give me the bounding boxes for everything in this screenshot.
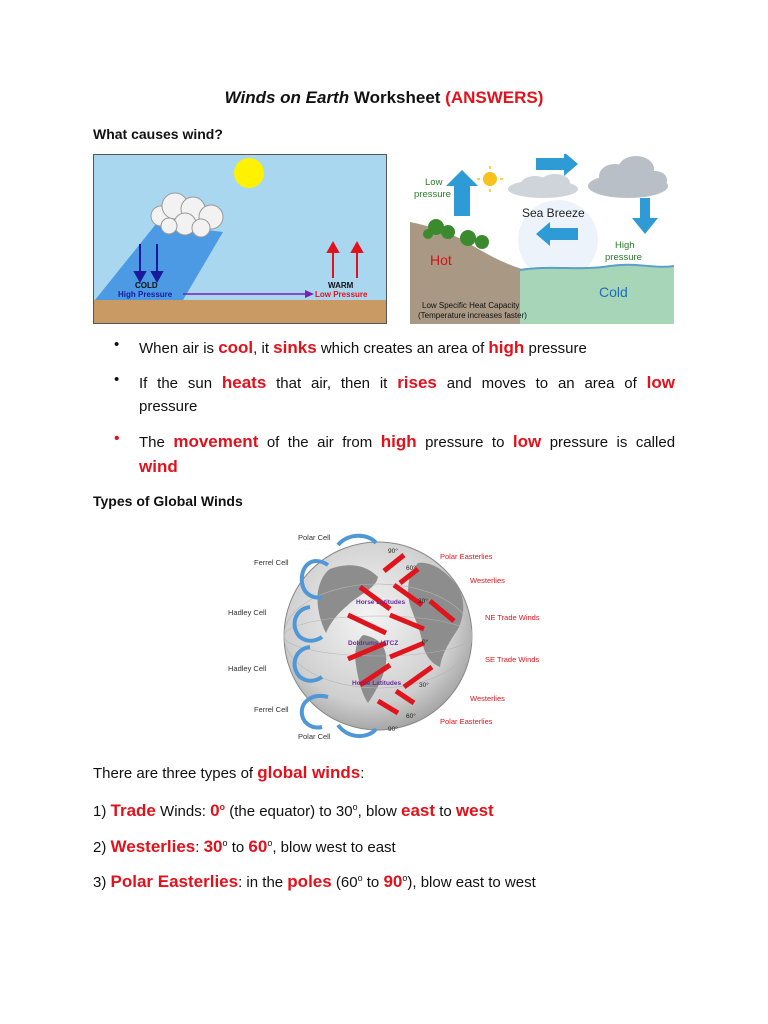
high-pressure-label: High (615, 240, 635, 251)
cold-warm-air-diagram (93, 154, 387, 324)
svg-text:30°: 30° (418, 598, 428, 605)
svg-text:90°: 90° (388, 548, 398, 555)
svg-text:60°: 60° (406, 565, 416, 572)
section-heading-global-winds: Types of Global Winds (93, 493, 243, 509)
ground (94, 300, 386, 323)
sea (520, 265, 674, 324)
bullet-marker: • (114, 336, 120, 353)
svg-text:90°: 90° (388, 726, 398, 733)
svg-text:NE Trade Winds: NE Trade Winds (485, 613, 540, 622)
svg-text:Horse Latitudes: Horse Latitudes (352, 680, 402, 687)
summary-westerlies: 2) Westerlies: 30$^o$ to 60$^o$, blow west to east (93, 837, 396, 856)
high-pressure-label: High Pressure (118, 290, 173, 299)
summary-polar-easterlies: 3) Polar Easterlies: in the poles (60$^o$ to 90$^o$), blow east to west (93, 872, 536, 891)
sun-icon (234, 158, 264, 188)
svg-text:Doldrums / ITCZ: Doldrums / ITCZ (348, 640, 399, 647)
svg-text:Horse Latitudes: Horse Latitudes (356, 599, 406, 606)
global-winds-diagram (218, 525, 550, 747)
section-heading-causes: What causes wind? (93, 126, 223, 142)
cold-label: Cold (599, 284, 628, 300)
svg-text:Westerlies: Westerlies (470, 576, 505, 585)
svg-text:Polar Easterlies: Polar Easterlies (440, 552, 493, 561)
svg-text:0°: 0° (422, 639, 429, 646)
svg-text:Polar Easterlies: Polar Easterlies (440, 717, 493, 726)
wind-answer: wind (139, 457, 178, 476)
low-pressure-label: Low (425, 177, 443, 188)
bullet-marker: • (114, 371, 120, 388)
sea-breeze-diagram (410, 154, 674, 324)
bullet-movement-wind: The movement of the air from high pressure to low pressure is called (139, 432, 676, 451)
svg-text:SE Trade Winds: SE Trade Winds (485, 655, 540, 664)
heat-capacity-caption: Low Specific Heat Capacity (422, 301, 520, 310)
warm-label: WARM (328, 281, 354, 290)
hot-label: Hot (430, 252, 452, 268)
bullet-heats-rises-cont: pressure (139, 398, 198, 415)
bullet-marker: • (114, 430, 120, 447)
svg-text:30°: 30° (419, 682, 429, 689)
svg-text:Ferrel Cell: Ferrel Cell (254, 558, 289, 567)
summary-trade-winds: 1) Trade Winds: 0$^o$ (the equator) to 30$^o$, blow east to west (93, 801, 494, 820)
svg-text:pressure: pressure (414, 189, 451, 200)
svg-text:(Temperature increases faster): (Temperature increases faster) (418, 311, 527, 320)
cold-label: COLD (135, 281, 158, 290)
sun-icon (483, 172, 497, 186)
svg-text:60°: 60° (406, 713, 416, 720)
svg-text:Hadley Cell: Hadley Cell (228, 664, 267, 673)
bullet-heats-rises: If the sun heats that air, then it rises and moves to an area of low (139, 373, 675, 392)
svg-text:Polar Cell: Polar Cell (298, 533, 331, 542)
svg-text:pressure: pressure (605, 252, 642, 263)
page-title: Winds on Earth Worksheet (ANSWERS) (224, 88, 544, 107)
svg-text:Westerlies: Westerlies (470, 694, 505, 703)
svg-text:Hadley Cell: Hadley Cell (228, 608, 267, 617)
sea-breeze-label: Sea Breeze (522, 206, 585, 220)
svg-text:Ferrel Cell: Ferrel Cell (254, 705, 289, 714)
bullet-cool-sinks: When air is cool, it sinks which creates an area of high pressure (139, 338, 587, 357)
low-pressure-label: Low Pressure (315, 290, 368, 299)
svg-text:Polar Cell: Polar Cell (298, 732, 331, 741)
summary-intro: There are three types of global winds: (93, 763, 365, 782)
